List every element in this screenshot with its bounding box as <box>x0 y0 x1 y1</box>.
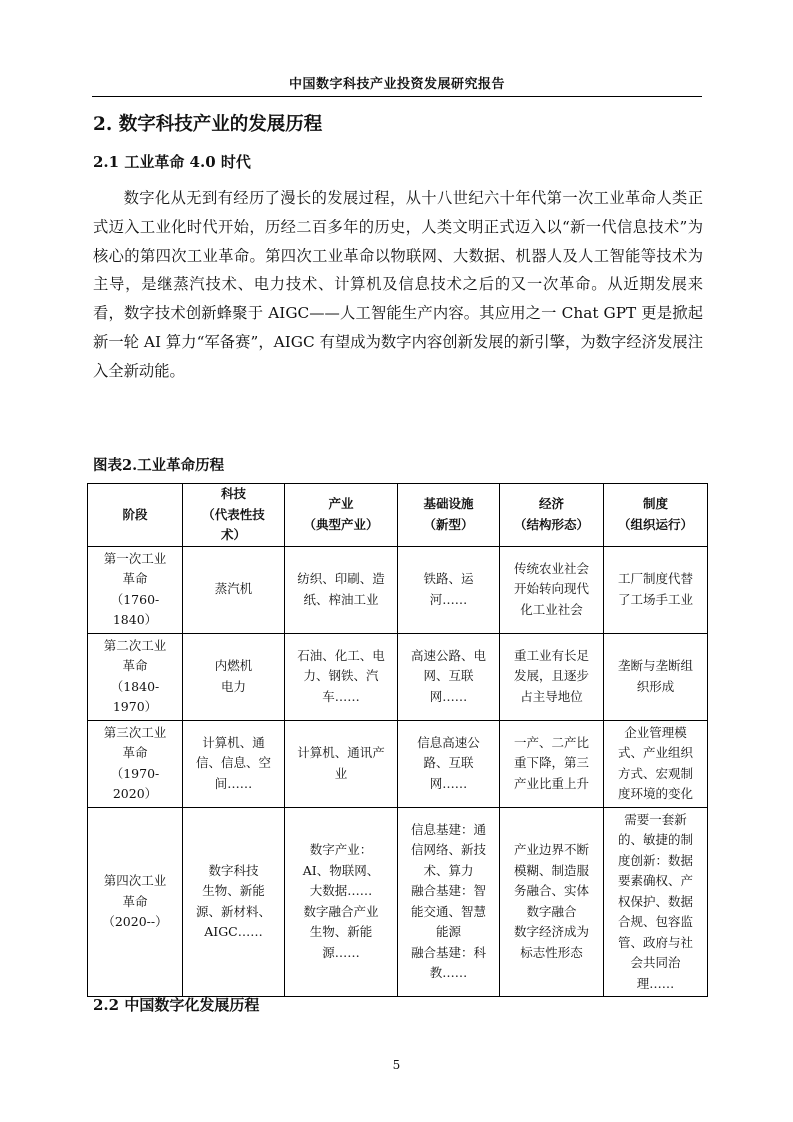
table-row <box>88 546 708 633</box>
table-cell: 内燃机 电力 <box>183 633 285 720</box>
page-number: 5 <box>392 1058 401 1072</box>
table-cell: 铁路、运 河…… <box>398 546 500 633</box>
table-row <box>88 633 708 720</box>
table-cell: 高速公路、电 网、互联 网…… <box>398 633 500 720</box>
table-cell: 重工业有长足 发展，且逐步 占主导地位 <box>500 633 604 720</box>
table-cell: 信息高速公 路、互联 网…… <box>398 720 500 807</box>
section-title: 2. 数字科技产业的发展历程 <box>93 114 323 135</box>
subsection2-title: 2.2 中国数字化发展历程 <box>93 996 260 1014</box>
table-cell: 一产、二产比 重下降，第三 产业比重上升 <box>500 720 604 807</box>
header-institution: 制度 （组织运行） <box>604 484 708 547</box>
table-cell: 第四次工业 革命 （2020--） <box>88 807 183 997</box>
table-row <box>88 720 708 807</box>
table-row <box>88 807 708 997</box>
header-rule <box>92 96 702 97</box>
table-cell: 数字产业： AI、物联网、 大数据…… 数字融合产业 生物、新能 源…… <box>285 807 398 997</box>
table-cell: 第三次工业 革命 （1970- 2020） <box>88 720 183 807</box>
table-cell: 计算机、通 信、信息、空 间…… <box>183 720 285 807</box>
table-cell: 纺织、印刷、造 纸、榨油工业 <box>285 546 398 633</box>
running-header: 中国数字科技产业投资发展研究报告 <box>288 77 505 92</box>
subsection-title: 2.1 工业革命 4.0 时代 <box>93 153 251 171</box>
table-caption: 图表2.工业革命历程 <box>93 457 225 474</box>
header-industry: 产业 （典型产业） <box>285 484 398 547</box>
table-cell: 垄断与垄断组 织形成 <box>604 633 708 720</box>
table-cell: 第一次工业 革命 （1760- 1840） <box>88 546 183 633</box>
industrial-revolution-table <box>87 483 708 997</box>
header-technology: 科技 （代表性技 术） <box>183 484 285 547</box>
table-cell: 企业管理模 式、产业组织 方式、宏观制 度环境的变化 <box>604 720 708 807</box>
table-cell: 信息基建：通 信网络、新技 术、算力 融合基建：智 能交通、智慧 能源 融合基建：科 教…… <box>398 807 500 997</box>
table-cell: 蒸汽机 <box>183 546 285 633</box>
table-cell: 传统农业社会 开始转向现代 化工业社会 <box>500 546 604 633</box>
table-cell: 数字科技 生物、新能 源、新材料、 AIGC…… <box>183 807 285 997</box>
table-header-row <box>88 484 708 547</box>
table-cell: 需要一套新 的、敏捷的制 度创新：数据 要素确权、产 权保护、数据 合规、包容监 管、政府与社 会共同治 理…… <box>604 807 708 997</box>
header-infrastructure: 基础设施 （新型） <box>398 484 500 547</box>
header-stage: 阶段 <box>88 484 183 547</box>
table-cell: 计算机、通讯产 业 <box>285 720 398 807</box>
header-economy: 经济 （结构形态） <box>500 484 604 547</box>
table-cell: 第二次工业 革命 （1840- 1970） <box>88 633 183 720</box>
body-paragraph: 数字化从无到有经历了漫长的发展过程，从十八世纪六十年代第一次工业革命人类正式迈入工业化时代开始，历经二百多年的历史，人类文明正式迈入以“新一代信息技术”为核心的第四次工业革命。第四次工业革命以物联网、大数据、机器人及人工智能等技术为主导，是继蒸汽技术、电力技术、计算机及信息技术之后的又一次革命。从近期发展来看，数字技术创新蜂聚于 AIGC——人工智能生产内容。其应用之一 Chat GPT 更是掀起新一轮 AI 算力“军备赛”，AIGC 有望成为数字内容创新发展的新引擎，为数字经济发展注入全新动能。 <box>93 189 703 380</box>
table-cell: 工厂制度代替 了工场手工业 <box>604 546 708 633</box>
table-cell: 石油、化工、电 力、钢铁、汽 车…… <box>285 633 398 720</box>
table-cell: 产业边界不断 模糊、制造服 务融合、实体 数字融合 数字经济成为 标志性形态 <box>500 807 604 997</box>
